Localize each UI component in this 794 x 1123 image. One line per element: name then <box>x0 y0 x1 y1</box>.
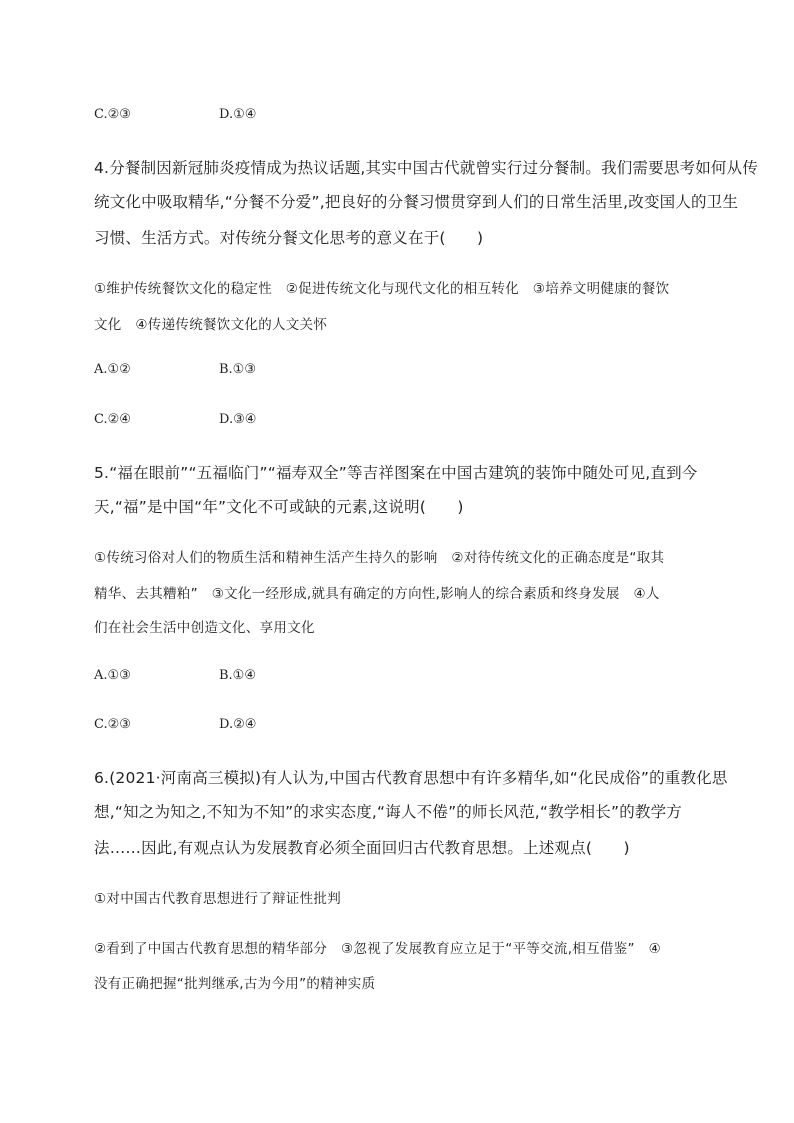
question-6-line-2: 想,“知之为知之,不知为不知”的求实态度,“诲人不倦”的师长风范,“教学相长”的教学方 <box>94 803 682 821</box>
choice-d: D.①④ <box>219 107 257 122</box>
choice-c: C.②③ <box>94 107 131 122</box>
question-5-choice-b: B.①④ <box>219 668 256 683</box>
question-6-statements-line-2: ②看到了中国古代教育思想的精华部分 ③忽视了发展教育应立足于“平等交流,相互借鉴” ④ <box>94 941 661 957</box>
question-4-choice-a: A.①② <box>94 362 131 377</box>
question-4-choice-c: C.②④ <box>94 412 131 427</box>
question-4-line-3: 习惯、生活方式。对传统分餐文化思考的意义在于( ) <box>94 229 484 247</box>
question-4-choice-d: D.③④ <box>219 412 257 427</box>
question-4-choice-b: B.①③ <box>219 362 256 377</box>
question-5-choice-a: A.①③ <box>94 668 131 683</box>
question-4-statements-line-1: ①维护传统餐饮文化的稳定性 ②促进传统文化与现代文化的相互转化 ③培养文明健康的餐饮 <box>94 281 670 297</box>
question-5-statements-line-3: 们在社会生活中创造文化、享用文化 <box>94 620 315 636</box>
question-6-statements-line-3: 没有正确把握“批判继承,古为今用”的精神实质 <box>94 976 376 992</box>
question-5-statements-line-1: ①传统习俗对人们的物质生活和精神生活产生持久的影响 ②对待传统文化的正确态度是“取其 <box>94 550 665 566</box>
question-4-line-1: 4.分餐制因新冠肺炎疫情成为热议话题,其实中国古代就曾实行过分餐制。我们需要思考如何从传 <box>94 159 759 177</box>
question-4-statements-line-2: 文化 ④传递传统餐饮文化的人文关怀 <box>94 317 328 333</box>
question-6-line-3: 法……因此,有观点认为发展教育必须全面回归古代教育思想。上述观点( ) <box>94 839 630 857</box>
question-5-choice-d: D.②④ <box>219 717 257 732</box>
question-4-line-2: 统文化中吸取精华,“分餐不分爱”,把良好的分餐习惯贯穿到人们的日常生活里,改变国人的卫生 <box>94 193 739 211</box>
question-6-line-1: 6.(2021·河南高三模拟)有人认为,中国古代教育思想中有许多精华,如“化民成俗”的重教化思 <box>94 769 728 787</box>
question-6-statements-line-1: ①对中国古代教育思想进行了辩证性批判 <box>94 891 342 907</box>
question-5-line-2: 天,“福”是中国“年”文化不可或缺的元素,这说明( ) <box>94 498 464 516</box>
question-5-choice-c: C.②③ <box>94 717 131 732</box>
question-5-line-1: 5.“福在眼前”“五福临门”“福寿双全”等吉祥图案在中国古建筑的装饰中随处可见,直到今 <box>94 464 698 482</box>
question-5-statements-line-2: 精华、去其糟粕” ③文化一经形成,就具有确定的方向性,影响人的综合素质和终身发展 ④人 <box>94 586 660 602</box>
